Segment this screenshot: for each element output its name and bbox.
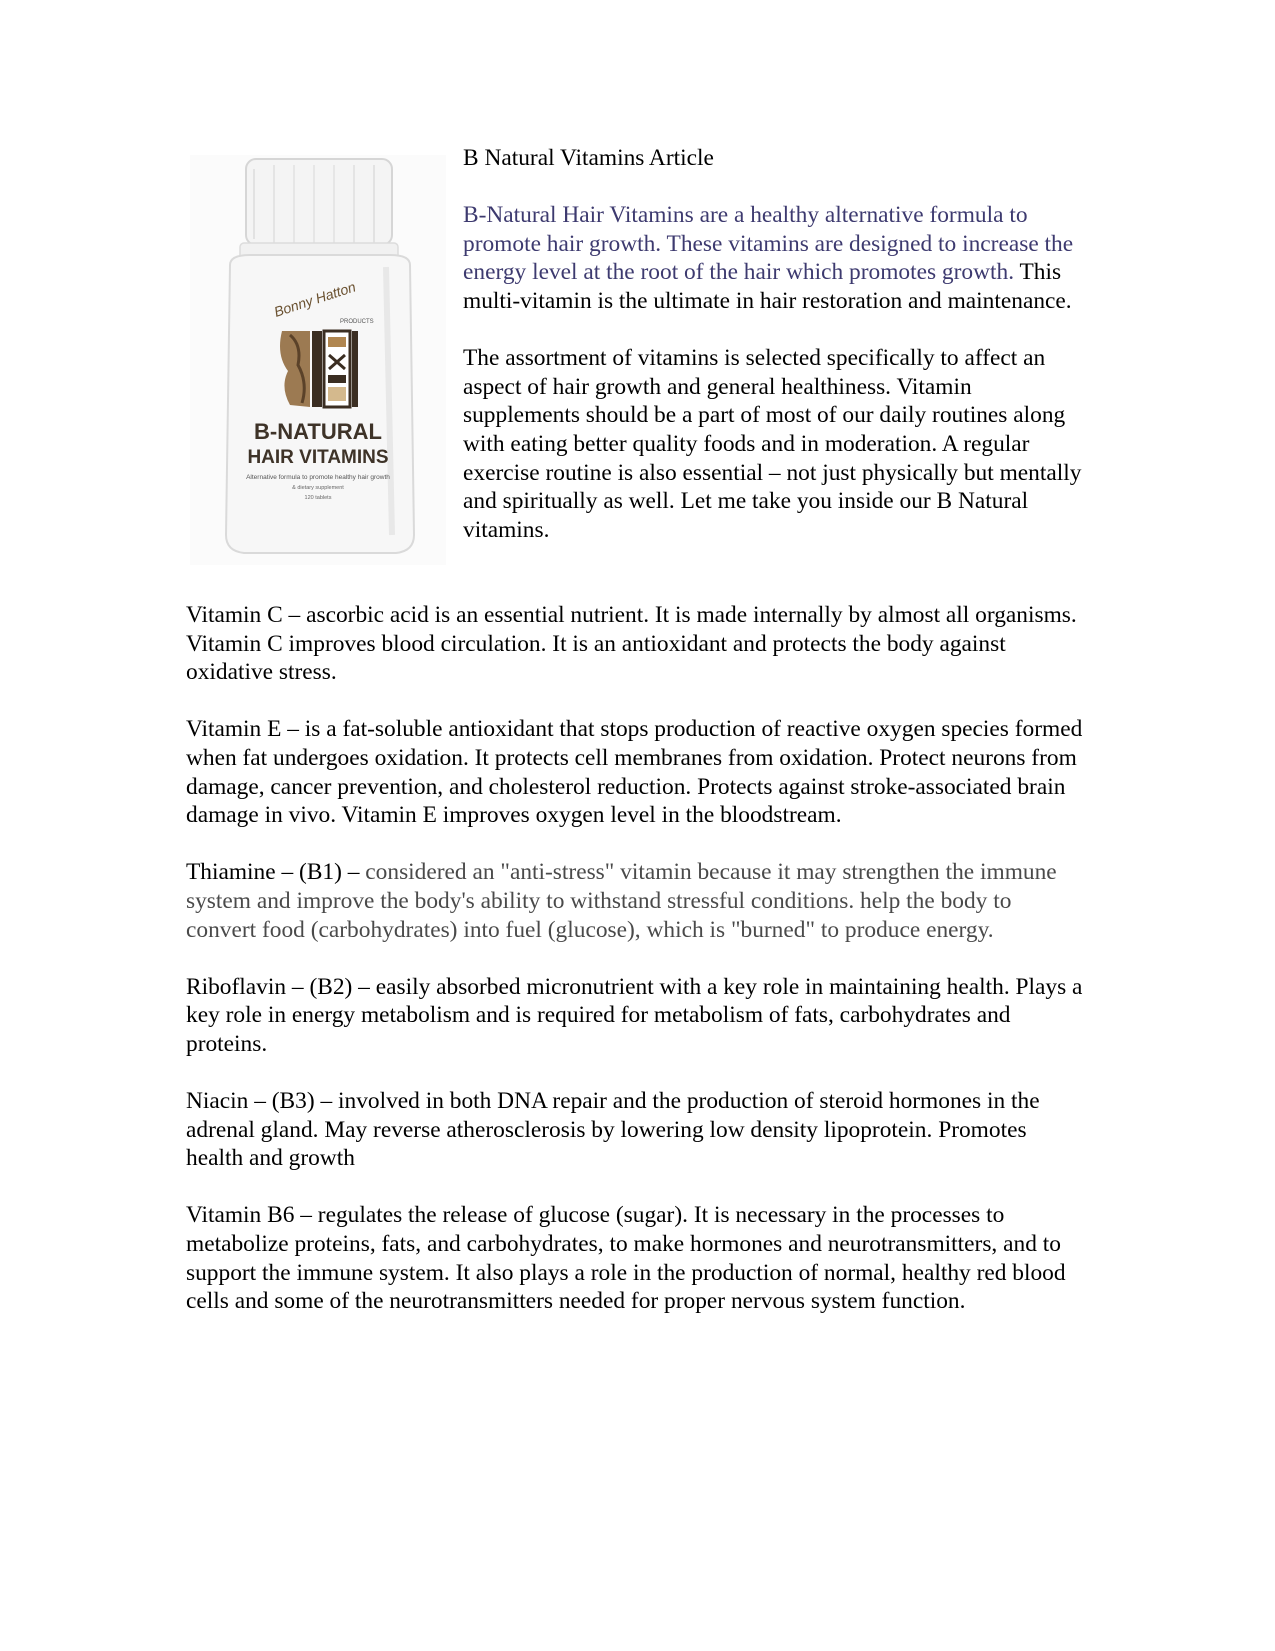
vitamin-c-paragraph: Vitamin C – ascorbic acid is an essential nutrient. It is made internally by almost all organisms. Vitamin C improves blood circulation. It is an antioxidant and protects the body against oxidative stress. — [186, 602, 1077, 686]
brand-signature: Bonny Hatton — [271, 278, 358, 320]
intro-column — [463, 144, 1088, 573]
intro-paragraph — [463, 201, 1088, 315]
label-title-line1: B-NATURAL — [254, 419, 382, 444]
riboflavin-paragraph: Riboflavin – (B2) – easily absorbed micronutrient with a key role in maintaining health. Plays a key role in energy metabolism and is required for metabolism of fats, carbohydrates and proteins. — [186, 973, 1083, 1057]
intro-text: This multi-vitamin is the ultimate in hair restoration and maintenance. — [463, 259, 1072, 314]
logo-artwork — [280, 331, 358, 407]
thiamine-paragraph — [186, 858, 1086, 944]
article-title: B Natural Vitamins Article — [463, 145, 714, 171]
label-count: 120 tablets — [304, 495, 332, 501]
niacin-paragraph: Niacin – (B3) – involved in both DNA repair and the production of steroid hormones in the adrenal gland. May reverse atherosclerosis by lowering low density lipoprotein. Promotes health and growth — [186, 1088, 1040, 1172]
label-subtitle: Alternative formula to promote healthy hair growth — [246, 474, 390, 481]
thiamine-heading: Thiamine – (B1) – — [186, 859, 360, 886]
vitamin-e-paragraph: Vitamin E – is a fat-soluble antioxidant that stops production of reactive oxygen species formed when fat undergoes oxidation. It protects cell membranes from oxidation. Protect neurons from damage, cancer prevention, and cholesterol reduction. Protects against stroke-associated brain damage in vivo. Vitamin E improves oxygen level in the bloodstream. — [186, 716, 1083, 829]
vitamin-list — [186, 601, 1086, 1344]
thiamine-text: considered an "anti-stress" vitamin because it may strengthen the immune system and improve the body's ability to withstand stressful conditions. help the body to convert food (carbohydrates) into fuel (glucose), which is "burned" to produce energy. — [186, 859, 1057, 943]
bottle-illustration — [190, 155, 446, 565]
product-bottle-image — [190, 155, 446, 565]
label-subtitle-2: & dietary supplement — [292, 485, 344, 491]
intro-highlight-text: B-Natural Hair Vitamins are a healthy alternative formula to promote hair growth. These vitamins are designed to increase the energy level at the root of the hair which promotes growth. — [463, 202, 1074, 286]
vitamin-b6-paragraph: Vitamin B6 – regulates the release of glucose (sugar). It is necessary in the processes to metabolize proteins, fats, and carbohydrates, to make hormones and neurotransmitters, and to support the immune system. It also plays a role in the production of normal, healthy red blood cells and some of the neurotransmitters needed for proper nervous system function. — [186, 1202, 1066, 1315]
assortment-paragraph: The assortment of vitamins is selected specifically to affect an aspect of hair growth and general healthiness. Vitamin supplements should be a part of most of our daily routines along with eating better quality foods and in moderation. A regular exercise routine is also essential – not just physically but mentally and spiritually as well. Let me take you inside our B Natural vitamins. — [463, 345, 1082, 543]
brand-sub: PRODUCTS — [340, 319, 374, 325]
label-title-line2: HAIR VITAMINS — [247, 447, 389, 468]
